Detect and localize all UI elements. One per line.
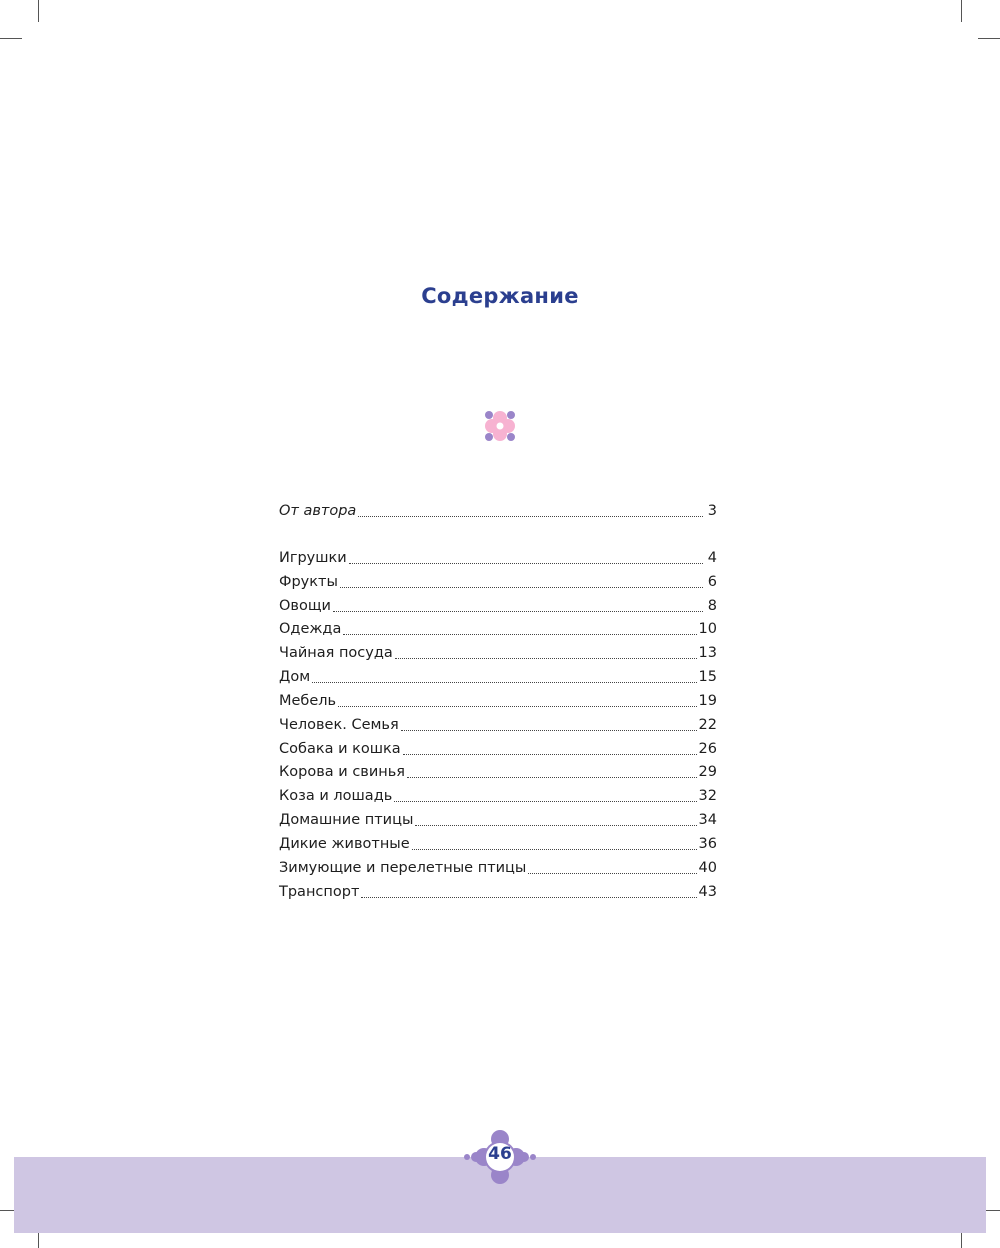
table-of-contents bbox=[279, 496, 717, 901]
toc-entry-label: Коза и лошадь bbox=[279, 788, 393, 805]
toc-entry[interactable] bbox=[279, 781, 717, 805]
toc-entry-page: 29 bbox=[698, 764, 717, 781]
toc-entry-page: 22 bbox=[698, 716, 717, 733]
dot-leader bbox=[340, 569, 703, 588]
toc-entry-page: 3 bbox=[707, 503, 717, 519]
toc-entry-page: 36 bbox=[698, 835, 717, 852]
toc-entry-page: 15 bbox=[698, 669, 717, 686]
toc-entry[interactable] bbox=[279, 805, 717, 829]
toc-entry-label: Корова и свинья bbox=[279, 764, 406, 781]
dot-leader bbox=[401, 712, 697, 731]
toc-entry-label: Зимующие и перелетные птицы bbox=[279, 859, 527, 876]
toc-entry-intro[interactable] bbox=[279, 496, 717, 520]
toc-entry-label: Транспорт bbox=[279, 883, 360, 900]
toc-entry[interactable] bbox=[279, 734, 717, 758]
toc-entry-page: 34 bbox=[698, 812, 717, 829]
toc-entry-label: Домашние птицы bbox=[279, 812, 414, 829]
toc-list bbox=[279, 543, 717, 901]
dot-leader bbox=[361, 879, 696, 898]
toc-entry[interactable] bbox=[279, 614, 717, 638]
toc-entry-label: Одежда bbox=[279, 621, 342, 638]
dot-leader bbox=[412, 831, 697, 850]
toc-entry[interactable] bbox=[279, 567, 717, 591]
page-title: Содержание bbox=[421, 284, 579, 308]
toc-entry-page: 4 bbox=[707, 549, 717, 566]
toc-entry[interactable] bbox=[279, 710, 717, 734]
dot-leader bbox=[358, 498, 703, 517]
toc-entry[interactable] bbox=[279, 877, 717, 901]
dot-leader bbox=[333, 593, 703, 612]
dot-leader bbox=[395, 640, 697, 659]
toc-entry[interactable] bbox=[279, 638, 717, 662]
crop-mark bbox=[38, 0, 39, 22]
toc-entry-page: 10 bbox=[698, 621, 717, 638]
toc-entry[interactable] bbox=[279, 686, 717, 710]
toc-entry-label: Мебель bbox=[279, 692, 337, 709]
toc-entry-page: 26 bbox=[698, 740, 717, 757]
toc-entry-label: Овощи bbox=[279, 597, 331, 614]
toc-entry-page: 6 bbox=[707, 573, 717, 590]
dot-leader bbox=[407, 759, 697, 778]
toc-entry-page: 40 bbox=[698, 859, 717, 876]
dot-leader bbox=[349, 545, 703, 564]
page-number: 46 bbox=[488, 1144, 512, 1164]
toc-entry-label: Игрушки bbox=[279, 549, 347, 566]
dot-leader bbox=[415, 807, 696, 826]
dot-leader bbox=[403, 736, 697, 755]
flower-icon bbox=[484, 410, 516, 442]
toc-entry-page: 19 bbox=[698, 692, 717, 709]
crop-mark bbox=[978, 38, 1000, 39]
toc-entry-page: 13 bbox=[698, 645, 717, 662]
toc-entry[interactable] bbox=[279, 662, 717, 686]
dot-leader bbox=[343, 616, 696, 635]
toc-entry[interactable] bbox=[279, 757, 717, 781]
toc-entry-page: 32 bbox=[698, 788, 717, 805]
dot-leader bbox=[528, 855, 696, 874]
toc-entry[interactable] bbox=[279, 853, 717, 877]
toc-entry[interactable] bbox=[279, 543, 717, 567]
dot-leader bbox=[394, 783, 696, 802]
dot-leader bbox=[338, 688, 696, 707]
dot-leader bbox=[312, 664, 696, 683]
toc-entry-label: Чайная посуда bbox=[279, 645, 393, 662]
toc-entry-label: Дикие животные bbox=[279, 835, 410, 852]
toc-entry-label: Фрукты bbox=[279, 573, 338, 590]
toc-entry[interactable] bbox=[279, 829, 717, 853]
toc-entry-label: Человек. Семья bbox=[279, 716, 399, 733]
toc-entry-label: Собака и кошка bbox=[279, 740, 401, 757]
toc-entry-page: 8 bbox=[707, 597, 717, 614]
toc-entry-page: 43 bbox=[698, 883, 717, 900]
crop-mark bbox=[0, 38, 22, 39]
toc-entry-label: Дом bbox=[279, 669, 311, 686]
toc-entry[interactable] bbox=[279, 591, 717, 615]
toc-entry-label: От автора bbox=[279, 503, 357, 519]
crop-mark bbox=[961, 0, 962, 22]
